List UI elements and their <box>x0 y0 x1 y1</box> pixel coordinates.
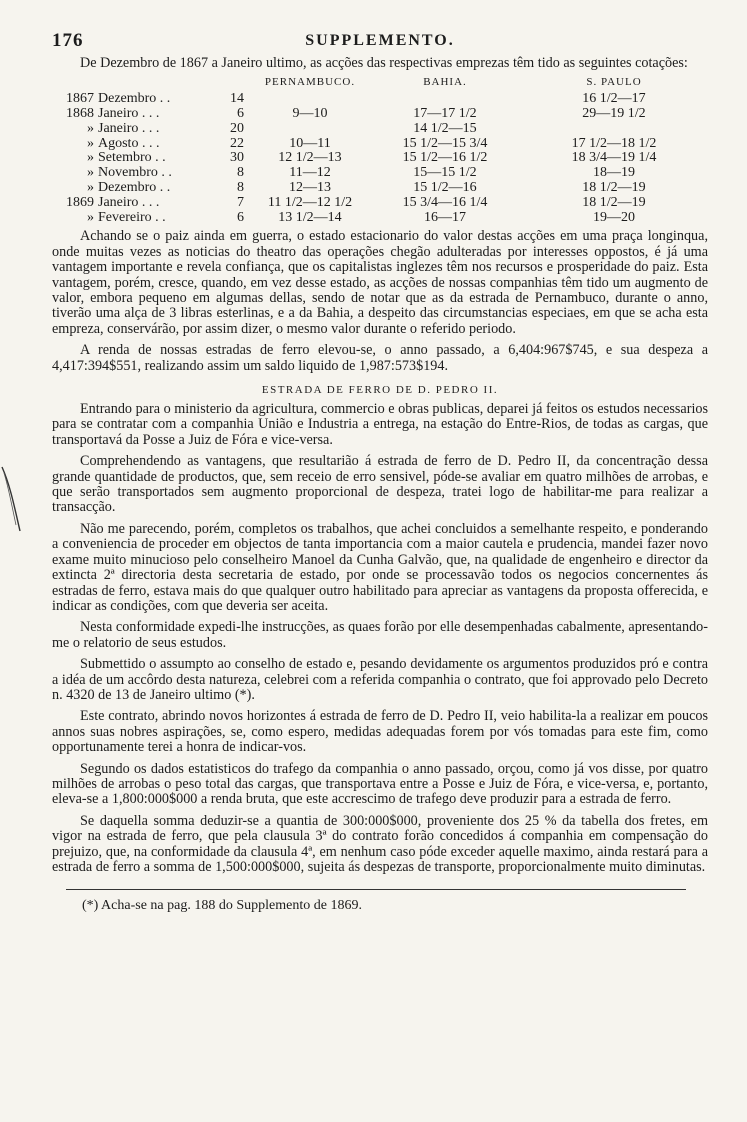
body-paragraph: A renda de nossas estradas de ferro elevou-se, o anno passado, a 6,404:967$745, e sua despeza a 4,417:394$551, realizando assim um saldo liquido de 1,987:573$194. <box>52 342 708 374</box>
body-paragraph: Achando se o paiz ainda em guerra, o estado estacionario do valor destas acções em uma praça longinqua, onde muitas vezes as noticias do theatro das operações chegão adulteradas por interesses oppostos, é já uma vantagem importante e revela confiança, que os capitalistas inglezes têm nos recursos e prosperidade do paiz. Esta vantagem, porém, cresce, quando, em vez desse estado, as acções de nossas companhias têm tido um augmento de valor, embora pequeno em algumas dellas, sendo de notar que as da estrada de Pernambuco, durante o anno, tiverão uma alça de 3 libras esterlinas, e a da Bahia, a despeito das circumstancias especiaes, em que se acha esta empreza, conservárão, por assim dizer, o mesmo valor durante o referido periodo. <box>52 228 708 337</box>
table-row <box>52 196 708 211</box>
value-pernambuco: 12 1/2—13 <box>278 150 342 166</box>
table-header-row <box>52 75 708 92</box>
row-month: Dezembro . . <box>98 91 171 107</box>
row-day: 8 <box>237 179 244 195</box>
row-year: » <box>87 120 94 136</box>
row-month: Janeiro . . . <box>98 194 160 210</box>
row-month: Novembro . . <box>98 165 172 181</box>
table-row <box>52 181 708 196</box>
value-sao-paulo: 17 1/2—18 1/2 <box>571 135 657 151</box>
footnote: (*) Acha-se na pag. 188 do Supplemento de 1869. <box>82 898 362 914</box>
column-pernambuco: PERNAMBUCO. <box>264 76 356 89</box>
value-bahia: 15 1/2—16 1/2 <box>402 150 488 166</box>
value-sao-paulo: 16 1/2—17 <box>582 91 646 107</box>
value-pernambuco: 11 1/2—12 1/2 <box>267 194 353 210</box>
value-sao-paulo: 18 3/4—19 1/4 <box>571 150 657 166</box>
page-header <box>52 30 708 56</box>
value-sao-paulo: 18 1/2—19 <box>582 179 646 195</box>
body-paragraph: Não me parecendo, porém, completos os trabalhos, que achei concluidos a semelhante respeito, e ponderando a conveniencia de proceder em objectos de tanta importancia com a maior cautela e prudencia, mandei fazer novo exame muito minucioso pelo conselheiro Manoel da Cunha Galvão, que, na qualidade de engenheiro e director da extincta 2ª directoria desta secretaria de estado, por onde se processavão todos os negocios concernentes ás estradas de ferro, estava mais do que qualquer outro habilitado para apreciar as vantagens da proposta offerecida, e indicar as condições, com que deveria ser aceita. <box>52 520 708 614</box>
row-year: 1867 <box>66 91 94 107</box>
body-paragraph: Comprehendendo as vantagens, que resultarião á estrada de ferro de D. Pedro II, da concentração dessa grande quantidade de productos, que, sem receio de erro sensivel, póde-se avaliar em quatro milhões de arrobas, e que serão transportados sem augmento proporcional de despeza, tratei logo de habilitar-me para realizar a transacção. <box>52 453 708 516</box>
value-sao-paulo: 29—19 1/2 <box>582 106 646 121</box>
row-year: 1868 <box>66 106 94 121</box>
table-row <box>52 122 708 137</box>
table-row <box>52 137 708 152</box>
document-page <box>52 30 708 914</box>
row-month: Janeiro . . . <box>98 120 160 136</box>
row-day: 30 <box>230 150 244 166</box>
value-bahia: 16—17 <box>424 209 466 225</box>
value-pernambuco <box>250 122 370 137</box>
table-row <box>52 92 708 107</box>
row-day: 22 <box>230 135 244 151</box>
table-row <box>52 166 708 181</box>
quotations-table <box>52 75 708 225</box>
row-day: 6 <box>237 209 244 225</box>
value-sao-paulo: 19—20 <box>593 209 635 225</box>
value-pernambuco: 12—13 <box>289 179 331 195</box>
row-year: » <box>87 165 94 181</box>
value-sao-paulo: 18—19 <box>593 165 635 181</box>
row-year: 1869 <box>66 194 94 210</box>
row-day: 6 <box>237 106 244 121</box>
row-year: » <box>87 135 94 151</box>
table-row <box>52 107 708 122</box>
row-month: Janeiro . . . <box>98 106 160 121</box>
row-month: Setembro . . <box>98 150 166 166</box>
row-year: » <box>87 179 94 195</box>
value-pernambuco: 13 1/2—14 <box>278 209 342 225</box>
value-sao-paulo <box>520 122 708 137</box>
paragraphs-group-b <box>52 402 708 875</box>
table-row <box>52 151 708 166</box>
section-title: ESTRADA DE FERRO DE D. PEDRO II. <box>261 384 499 397</box>
value-pernambuco: 11—12 <box>289 165 331 181</box>
value-bahia <box>370 92 520 107</box>
row-month: Dezembro . . <box>98 179 171 195</box>
row-month: Agosto . . . <box>98 135 160 151</box>
body-paragraph: Segundo os dados estatisticos do trafego da companhia o anno passado, orçou, como já vos disse, por quatro milhões de arrobas o peso total das cargas, que transportava entre a Posse e Juiz de Fóra, e vice-versa, e, portanto, eleva-se a 1,800:000$000 a renda bruta, que este accrescimo de trafego deve produzir para a estrada de ferro. <box>52 760 708 808</box>
value-bahia: 15—15 1/2 <box>413 165 477 181</box>
page-title: SUPPLEMENTO. <box>305 32 455 49</box>
row-year: » <box>87 150 94 166</box>
quotations-table-body <box>52 92 708 225</box>
value-bahia: 15 1/2—16 <box>413 179 477 195</box>
value-pernambuco: 10—11 <box>289 135 331 151</box>
value-bahia: 15 1/2—15 3/4 <box>402 135 488 151</box>
column-bahia: BAHIA. <box>423 76 467 89</box>
body-paragraph: Este contrato, abrindo novos horizontes á estrada de ferro de D. Pedro II, veio habilita-la a realizar em poucos annos suas nobres aspirações, se, como espero, medidas adequadas forem por vós tomadas para este fim, como opportunamente terei a honra de indicar-vos. <box>52 708 708 756</box>
value-pernambuco <box>250 92 370 107</box>
margin-bracket-mark <box>0 465 22 535</box>
footnote-rule <box>66 889 686 890</box>
row-day: 14 <box>230 91 244 107</box>
body-paragraph: Entrando para o ministerio da agricultura, commercio e obras publicas, deparei já feitos os estudos necessarios para se contratar com a companhia União e Industria a entrega, na estação do Entre-Rios, de todas as cargas, que transportavá da Posse a Juiz de Fóra e vice-versa. <box>52 401 708 448</box>
column-sao-paulo: S. PAULO <box>586 76 642 89</box>
page-number: 176 <box>52 30 84 51</box>
row-day: 7 <box>237 194 244 210</box>
table-row <box>52 211 708 226</box>
value-bahia: 15 3/4—16 1/4 <box>402 194 488 210</box>
value-sao-paulo: 18 1/2—19 <box>582 194 646 210</box>
intro-paragraph: De Dezembro de 1867 a Janeiro ultimo, as acções das respectivas emprezas têm tido as seguintes cotações: <box>80 55 688 71</box>
row-year: » <box>87 209 94 225</box>
value-bahia: 14 1/2—15 <box>413 120 477 136</box>
body-paragraph: Submettido o assumpto ao conselho de estado e, pesando devidamente os argumentos produzidos pró e contra a idéa de um accôrdo desta natureza, celebrei com a referida companhia o contrato, que foi approvado pelo Decreto n. 4320 de 13 de Janeiro ultimo (*). <box>52 656 708 703</box>
body-paragraph: Se daquella somma deduzir-se a quantia de 300:000$000, proveniente dos 25 % da tabella dos fretes, em vigor na estrada de ferro, que pela clausula 3ª do contrato forão concedidos á companhia em compensação do prejuizo, que, na conformidade da clausula 4ª, em nenhum caso póde exceder aquelle maximo, ainda restará para a estrada de ferro a somma de 1,500:000$000, sujeita ás despezas de transporte, proporcionalmente muito diminutas. <box>52 812 708 875</box>
value-pernambuco: 9—10 <box>292 106 328 121</box>
value-bahia: 17—17 1/2 <box>413 106 477 121</box>
row-day: 8 <box>237 165 244 181</box>
row-month: Fevereiro . . <box>98 209 166 225</box>
paragraphs-group-a <box>52 229 708 374</box>
body-paragraph: Nesta conformidade expedi-lhe instrucções, as quaes forão por elle desempenhadas cabalmente, apresentando-me o relatorio de seus estudos. <box>52 619 708 651</box>
row-day: 20 <box>230 120 244 136</box>
